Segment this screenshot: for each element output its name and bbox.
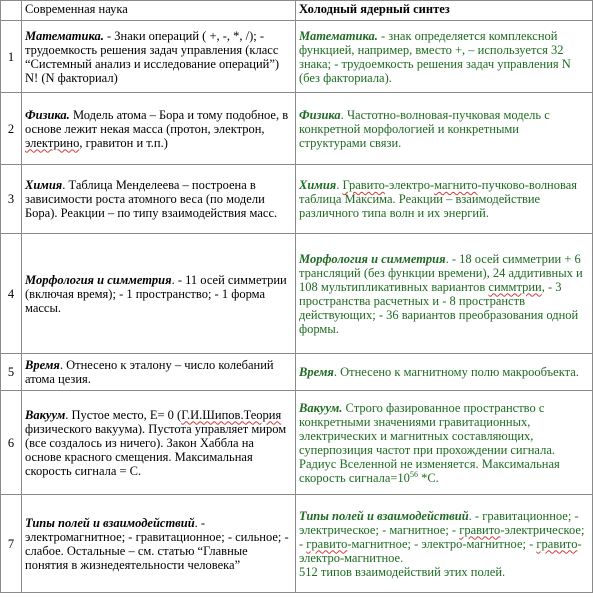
header-num-cell (1, 1, 22, 21)
cold-fusion-text: . Частотно-волновая-пучковая модель с конкретной морфологией и конкретными структурами связи. (299, 107, 550, 150)
cold-fusion-text: . Отнесено к магнитному полю макрообъекта. (333, 365, 579, 379)
table-row (1, 391, 593, 495)
table-row (1, 93, 593, 165)
science-text: . Пустое место, E= 0 ( (65, 407, 182, 422)
misspelled-word: гравито (536, 536, 578, 551)
science-term: Вакуум (25, 407, 66, 422)
table-row (1, 165, 593, 234)
science-term: Типы полей и взаимодействий (25, 515, 195, 530)
cold-fusion-term: Математика. (299, 28, 378, 43)
science-term: Математика. (25, 28, 104, 43)
science-cell (22, 391, 296, 495)
misspelled-word: магнито (434, 178, 478, 192)
misspelled-word: Гравито (342, 178, 385, 192)
misspelled-word: гравито (306, 536, 348, 551)
science-term: Химия (25, 178, 63, 192)
header-cold-fusion: Холодный ядерный синтез (296, 1, 593, 21)
cold-fusion-cell (296, 93, 593, 165)
row-number: 7 (1, 495, 22, 593)
cold-fusion-text: -пучково-волновая таблица Максима. Реакции – взаимодействие различного типа волн и их энергий. (299, 178, 578, 220)
cold-fusion-text: , - 3 пространства расчетных и - 8 пространств действующих; - 36 вариантов преобразования одной формы. (299, 279, 579, 336)
cold-fusion-text: -электро-магнитное. (299, 536, 582, 565)
row-number: 2 (1, 93, 22, 165)
row-number: 5 (1, 354, 22, 391)
cold-fusion-text: . (336, 178, 343, 192)
science-cell (22, 165, 296, 234)
science-text: . - 11 осей симметрии (включая время); - 1 пространство; - 1 форма массы. (25, 272, 287, 315)
science-text: . Отнесено к эталону – число колебаний атома цезия. (25, 358, 274, 386)
exponent: 56 (409, 469, 418, 479)
science-cell (22, 21, 296, 93)
header-science: Современная наука (22, 1, 296, 21)
row-number: 6 (1, 391, 22, 495)
science-cell (22, 234, 296, 354)
cold-fusion-cell (296, 234, 593, 354)
science-text: физического вакуума). Пустота управляет миром (все создалось из ничего). Закон Хаббла на основе красного смещения. Максимальная скорость сигнала = C. (25, 421, 287, 478)
misspelled-word: Г.И.Шипов.Теория (181, 407, 282, 422)
cold-fusion-text: - знак определяется комплексной функцией, например, вместо +, – используется 32 знака; - трудоемкость решения задач управления N (без факториала). (299, 28, 571, 85)
cold-fusion-cell (296, 391, 593, 495)
cold-fusion-term: Химия (299, 178, 337, 192)
header-row (1, 1, 593, 21)
table-row (1, 234, 593, 354)
cold-fusion-text: -магнитное; - электро-магнитное; - (347, 536, 537, 551)
cold-fusion-cell (296, 21, 593, 93)
science-term: Физика. (25, 107, 70, 122)
cold-fusion-text: *C. (417, 470, 439, 485)
science-cell (22, 93, 296, 165)
cold-fusion-cell (296, 165, 593, 234)
cold-fusion-cell (296, 495, 593, 593)
table-row (1, 354, 593, 391)
table-row (1, 495, 593, 593)
science-text: Модель атома – Бора и тому подобное, в основе лежит некая масса (протон, электрон, (25, 107, 289, 136)
science-cell (22, 354, 296, 391)
table-row (1, 21, 593, 93)
cold-fusion-text: Строго фазированное пространство с конкретными значениями гравитационных, электрических и магнитных составляющих, суперпозиция частот при прохождении сигнала. Радиус Вселенной не изменяется. Максимальная скорость сигнала=10 (299, 400, 560, 485)
cold-fusion-term: Физика (299, 107, 341, 122)
science-term: Время (25, 358, 60, 372)
cold-fusion-text: -электро- (384, 178, 435, 192)
science-cell (22, 495, 296, 593)
row-number: 3 (1, 165, 22, 234)
science-text: - Знаки операций ( +, -, *, /); - трудоемкость решения задач управления (класс “Системный анализ и исследование операций”) N! (N факториал) (25, 28, 280, 85)
science-text: . - электромагнитное; - гравитационное; - сильное; - слабое. Остальные – см. статью “Главные понятия в жизнедеятельности человека” (25, 515, 289, 572)
misspelled-word: гравито (459, 522, 501, 537)
science-text: , гравитон и т.п.) (79, 135, 168, 150)
cold-fusion-text: . - 18 осей симметрии + 6 трансляций (без функции времени), 24 аддитивных и 108 мультипликативных вариантов (299, 251, 583, 294)
cold-fusion-term: Типы полей и взаимодействий (299, 508, 469, 523)
row-number: 1 (1, 21, 22, 93)
misspelled-word: электрино (25, 135, 80, 150)
cold-fusion-cell (296, 354, 593, 391)
cold-fusion-text: 512 типов взаимодействий этих полей. (299, 564, 506, 579)
cold-fusion-term: Время (299, 365, 334, 379)
cold-fusion-text: -электрическое; - (299, 522, 585, 551)
science-text: . Таблица Менделеева – построена в зависимости роста атомного веса (по модели Бора). Реакции – по типу взаимодействия масс. (25, 178, 278, 220)
misspelled-word: симмтрии (488, 279, 542, 294)
row-number: 4 (1, 234, 22, 354)
cold-fusion-term: Морфология и симметрия (299, 251, 446, 266)
cold-fusion-text: . - гравитационное; - электрическое; - магнитное; - (299, 508, 579, 537)
cold-fusion-term: Вакуум. (299, 400, 343, 415)
science-term: Морфология и симметрия (25, 272, 172, 287)
